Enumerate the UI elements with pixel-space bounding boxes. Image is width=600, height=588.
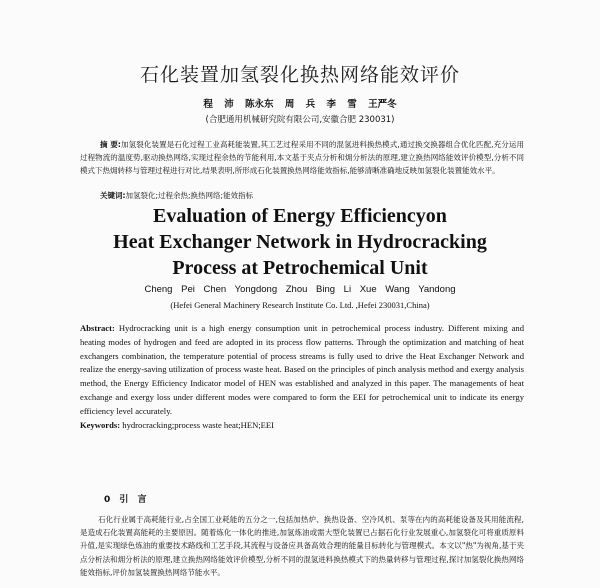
section-number: 0 — [104, 495, 111, 505]
english-affiliation: (Hefei General Machinery Research Institute Co. Ltd. ,Hefei 230031,China) — [170, 300, 430, 310]
english-abstract-body — [80, 322, 524, 419]
chinese-keywords-text: 加氢裂化;过程余热;换热网络;能效指标 — [125, 191, 254, 200]
english-title-line: Evaluation of Energy Efficiencyon — [153, 205, 447, 227]
chinese-affiliation: (合肥通用机械研究院有限公司,安徽合肥 230031) — [205, 115, 395, 125]
chinese-keywords — [100, 190, 520, 201]
english-keywords-label: Keywords: — [80, 419, 121, 430]
chinese-abstract-text: 加氢裂化装置是石化过程工业高耗能装置,其工艺过程采用不同的混氢进料换热模式,通过换交换器组合优化匹配,充分运用过程物流的温度势,驱动换热网络,实现过程余热的节能利用,本文基于夹点分析和㶲分析法的原理,建立换热网络能效评价模型,分析不同模式下热㶲转移与管理过程进行对比,结果表明,所形成石化装置换热网络能效指标,能够清晰准确地反映加氢裂化装置能效水平。 — [80, 140, 524, 176]
section-heading — [104, 492, 147, 505]
english-abstract-label: Abstract: — [80, 323, 115, 333]
english-title-line: Heat Exchanger Network in Hydrocracking — [113, 231, 487, 253]
chinese-abstract-label: 摘 要: — [100, 140, 121, 149]
chinese-keywords-label: 关键词: — [100, 191, 126, 200]
chinese-title: 石化装置加氢裂化换热网络能效评价 — [139, 64, 460, 86]
english-abstract — [80, 322, 524, 432]
english-keywords-text: hydrocracking;process waste heat;HEN;EEI — [122, 419, 275, 430]
chinese-authors: 程 沛 陈永东 周 兵 李 雪 王严冬 — [203, 99, 397, 110]
english-keywords — [80, 419, 524, 433]
english-authors: Cheng Pei Chen Yongdong Zhou Bing Li Xue Wang Yandong — [144, 284, 456, 295]
section-paragraph: 石化行业属于高耗能行业,占全国工业耗能的五分之一,包括加热炉、换热设备、空冷风机、泵等在内的高耗能设备及其用能流程,是造成石化装置高能耗的主要原因。随着炼化一体化的推进,加氢炼油或需大型化装置已占据石化行业发展重心,加氢裂化可将重质原料升值,是实现绿色炼油的重要技术路线和工艺手段,其流程与设备应具备高效合理的能量目标转化与管理模式。本文以"热"为视角,基于夹点分析法和㶲分析法的原理,建立换热网络能效评价模型,分析不同的混氢进料换热模式下的热量转移与管理过程,探讨加氢裂化换热网络能效指标,评价加氢装置换热网络节能水平。 — [80, 515, 524, 577]
english-title — [0, 203, 600, 281]
chinese-abstract — [80, 138, 524, 178]
english-title-line: Process at Petrochemical Unit — [172, 257, 428, 279]
english-abstract-text: Hydrocracking unit is a high energy consumption unit in petrochemical process industry. Different mixing and heating modes of hydrogen and feed are adopted in its process flow patterns. Through the optimization and matching of heat exchangers combination, the temperature potential of process streams is fully used to drive the Heat Exchanger Network and realize the energy-saving utilization of process waste heat. Based on the principles of pinch analysis method and exergy analysis method, the Energy Efficiency Indicator model of HEN was established and analyzed in this paper. The managements of heat exchange and exergy loss under different modes were compared to form the EEI for petrochemical unit to indicate its energy efficiency level accurately. — [80, 323, 524, 416]
section-title: 引 言 — [119, 495, 147, 505]
